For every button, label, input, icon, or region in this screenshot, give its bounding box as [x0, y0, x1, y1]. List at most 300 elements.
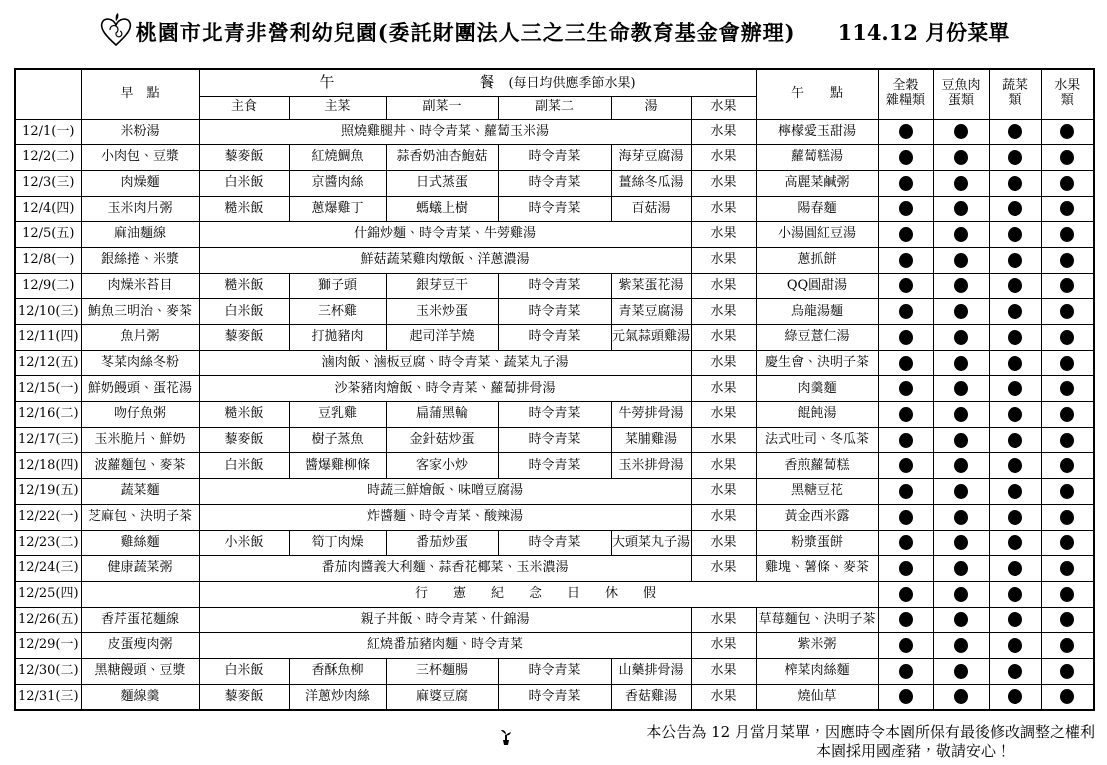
- table-row: [15, 170, 1094, 196]
- date-cell: 12/25(四): [15, 581, 81, 607]
- nutrient-dot-cell: [989, 119, 1041, 145]
- filled-dot: [1060, 433, 1074, 448]
- nutrient-dot-cell: [989, 145, 1041, 171]
- filled-dot: [899, 150, 913, 165]
- nutrient-dot-cell: [1041, 504, 1094, 530]
- side-dish1-subheader: 副菜一: [386, 96, 498, 119]
- filled-dot: [954, 227, 968, 242]
- breakfast-cell: 肉燥米苔目: [81, 273, 199, 299]
- filled-dot: [899, 561, 913, 576]
- vegetable-header-line1: 蔬菜: [1001, 78, 1028, 94]
- dish-cell: 糙米飯: [199, 402, 289, 428]
- lunch-group-header: [199, 69, 756, 96]
- date-cell: 12/19(五): [15, 479, 81, 505]
- afternoon-snack-cell: 蘿蔔糕湯: [756, 145, 878, 171]
- date-cell: 12/22(一): [15, 504, 81, 530]
- table-row: [15, 607, 1094, 633]
- nutrient-dot-cell: [1041, 350, 1094, 376]
- breakfast-cell: 吻仔魚粥: [81, 402, 199, 428]
- nutrient-dot-cell: [989, 196, 1041, 222]
- nutrient-dot-cell: [878, 453, 933, 479]
- filled-dot: [954, 407, 968, 422]
- filled-dot: [899, 124, 913, 139]
- dish-cell: 三杯麵腸: [386, 658, 498, 684]
- nutrient-dot-cell: [1041, 402, 1094, 428]
- protein-header-line2: 蛋類: [947, 93, 974, 109]
- afternoon-snack-cell: 榨菜肉絲麵: [756, 658, 878, 684]
- fruit-cell: 水果: [691, 119, 756, 145]
- nutrient-dot-cell: [933, 453, 989, 479]
- filled-dot: [899, 689, 913, 704]
- filled-dot: [1008, 278, 1022, 293]
- date-cell: 12/16(二): [15, 402, 81, 428]
- fruit-cell: 水果: [691, 479, 756, 505]
- nutrient-dot-cell: [989, 427, 1041, 453]
- menu-month-label: 114.12 月份菜單: [837, 20, 1010, 45]
- dish-cell: 京醬肉絲: [289, 170, 386, 196]
- date-cell: 12/23(二): [15, 530, 81, 556]
- filled-dot: [1060, 227, 1074, 242]
- nutrient-dot-cell: [1041, 453, 1094, 479]
- date-cell: 12/31(三): [15, 684, 81, 710]
- dish-cell: 糙米飯: [199, 196, 289, 222]
- dish-cell: 香菇雞湯: [611, 684, 691, 710]
- dish-cell: 三杯雞: [289, 299, 386, 325]
- breakfast-cell: [81, 581, 199, 607]
- table-row: [15, 479, 1094, 505]
- breakfast-cell: 波蘿麵包、麥茶: [81, 453, 199, 479]
- dish-cell: 海芽豆腐湯: [611, 145, 691, 171]
- table-row: [15, 530, 1094, 556]
- filled-dot: [899, 433, 913, 448]
- nutrient-dot-cell: [933, 247, 989, 273]
- menu-table-head: [15, 69, 1094, 119]
- breakfast-cell: 芝麻包、決明子茶: [81, 504, 199, 530]
- afternoon-snack-cell: 香煎蘿蔔糕: [756, 453, 878, 479]
- lunch-note: (每日均供應季節水果): [508, 76, 636, 92]
- breakfast-cell: 麻油麵線: [81, 222, 199, 248]
- breakfast-cell: 米粉湯: [81, 119, 199, 145]
- filled-dot: [1060, 638, 1074, 653]
- filled-dot: [954, 510, 968, 525]
- nutrient-dot-cell: [989, 402, 1041, 428]
- nutrient-dot-cell: [878, 299, 933, 325]
- nutrient-dot-cell: [989, 299, 1041, 325]
- lunch-merged-cell: 滷肉飯、滷板豆腐、時令青菜、蔬菜丸子湯: [199, 350, 691, 376]
- main-dish-subheader: 主菜: [289, 96, 386, 119]
- afternoon-snack-cell: 慶生會、決明子茶: [756, 350, 878, 376]
- menu-table: [14, 68, 1095, 711]
- afternoon-snack-cell: 小湯圓紅豆湯: [756, 222, 878, 248]
- dish-cell: 醬爆雞柳條: [289, 453, 386, 479]
- dish-cell: 時令青菜: [498, 299, 611, 325]
- filled-dot: [899, 330, 913, 345]
- date-cell: 12/30(二): [15, 658, 81, 684]
- nutrient-dot-cell: [933, 376, 989, 402]
- fruit-cell: 水果: [691, 633, 756, 659]
- nutrient-dot-cell: [1041, 325, 1094, 351]
- nutrient-dot-cell: [878, 350, 933, 376]
- dish-cell: 時令青菜: [498, 453, 611, 479]
- nutrient-dot-cell: [1041, 530, 1094, 556]
- fruit-cell: 水果: [691, 453, 756, 479]
- afternoon-column-header: 午 點: [756, 69, 878, 119]
- nutrient-dot-cell: [933, 556, 989, 582]
- nutrient-dot-cell: [933, 684, 989, 710]
- lunch-label-right: 餐: [479, 73, 495, 92]
- table-row: [15, 581, 1094, 607]
- fruit-cell: 水果: [691, 530, 756, 556]
- filled-dot: [1008, 304, 1022, 319]
- fruit-cell: 水果: [691, 196, 756, 222]
- filled-dot: [1008, 381, 1022, 396]
- dish-cell: 香酥魚柳: [289, 658, 386, 684]
- dish-cell: 時令青菜: [498, 325, 611, 351]
- soup-subheader: 湯: [611, 96, 691, 119]
- nutrient-dot-cell: [933, 607, 989, 633]
- filled-dot: [1008, 356, 1022, 371]
- dish-cell: 時令青菜: [498, 427, 611, 453]
- filled-dot: [1008, 150, 1022, 165]
- afternoon-snack-cell: 黃金西米露: [756, 504, 878, 530]
- nutrient-dot-cell: [1041, 119, 1094, 145]
- nutrient-dot-cell: [878, 684, 933, 710]
- nutrient-dot-cell: [933, 530, 989, 556]
- filled-dot: [1060, 304, 1074, 319]
- table-row: [15, 453, 1094, 479]
- grains-header-line2: 雜糧類: [885, 93, 925, 109]
- filled-dot: [954, 561, 968, 576]
- breakfast-cell: 魚片粥: [81, 325, 199, 351]
- dish-cell: 藜麥飯: [199, 145, 289, 171]
- breakfast-cell: 苳菜肉絲冬粉: [81, 350, 199, 376]
- filled-dot: [899, 201, 913, 216]
- dish-cell: 玉米炒蛋: [386, 299, 498, 325]
- side-dish2-subheader: 副菜二: [498, 96, 611, 119]
- nutrient-dot-cell: [1041, 170, 1094, 196]
- afternoon-snack-cell: 草莓麵包、決明子茶: [756, 607, 878, 633]
- nutrient-dot-cell: [1041, 299, 1094, 325]
- nutrient-dot-cell: [1041, 145, 1094, 171]
- dish-cell: 白米飯: [199, 299, 289, 325]
- filled-dot: [954, 124, 968, 139]
- filled-dot: [954, 458, 968, 473]
- breakfast-cell: 蔬菜麵: [81, 479, 199, 505]
- filled-dot: [954, 638, 968, 653]
- nutrient-dot-cell: [933, 325, 989, 351]
- filled-dot: [954, 356, 968, 371]
- filled-dot: [1060, 150, 1074, 165]
- lunch-merged-cell: 鮮菇蔬菜雞肉燉飯、洋蔥濃湯: [199, 247, 691, 273]
- afternoon-snack-cell: 黑糖豆花: [756, 479, 878, 505]
- date-cell: 12/10(三): [15, 299, 81, 325]
- lunch-merged-cell: 紅燒番茄豬肉麵、時令青菜: [199, 633, 691, 659]
- dish-cell: 時令青菜: [498, 170, 611, 196]
- filled-dot: [899, 638, 913, 653]
- date-column-header: [15, 69, 81, 119]
- nutrient-dot-cell: [933, 299, 989, 325]
- nutrient-dot-cell: [933, 479, 989, 505]
- date-cell: 12/8(一): [15, 247, 81, 273]
- afternoon-snack-cell: 檸檬愛玉甜湯: [756, 119, 878, 145]
- nutrient-dot-cell: [933, 170, 989, 196]
- nutrient-dot-cell: [989, 658, 1041, 684]
- nutrient-dot-cell: [933, 658, 989, 684]
- afternoon-snack-cell: 粉漿蛋餅: [756, 530, 878, 556]
- filled-dot: [1060, 381, 1074, 396]
- dish-cell: 時令青菜: [498, 196, 611, 222]
- menu-table-body: [15, 119, 1094, 710]
- fruit-cell: 水果: [691, 504, 756, 530]
- lunch-merged-cell: 親子丼飯、時令青菜、什錦湯: [199, 607, 691, 633]
- breakfast-cell: 香芹蛋花麵線: [81, 607, 199, 633]
- dish-cell: 日式蒸蛋: [386, 170, 498, 196]
- table-row: [15, 119, 1094, 145]
- dish-cell: 客家小炒: [386, 453, 498, 479]
- dish-cell: 時令青菜: [498, 273, 611, 299]
- nutrient-dot-cell: [878, 145, 933, 171]
- nutrient-dot-cell: [1041, 479, 1094, 505]
- table-row: [15, 145, 1094, 171]
- dish-cell: 麻婆豆腐: [386, 684, 498, 710]
- filled-dot: [1060, 587, 1074, 602]
- filled-dot: [1008, 201, 1022, 216]
- afternoon-snack-cell: 高麗菜鹹粥: [756, 170, 878, 196]
- breakfast-cell: 皮蛋瘦肉粥: [81, 633, 199, 659]
- breakfast-column-header: 早 點: [81, 69, 199, 119]
- filled-dot: [1008, 638, 1022, 653]
- dish-cell: 薑絲冬瓜湯: [611, 170, 691, 196]
- filled-dot: [1008, 253, 1022, 268]
- dish-cell: 扁蒲黑輪: [386, 402, 498, 428]
- dish-cell: 白米飯: [199, 453, 289, 479]
- filled-dot: [1060, 561, 1074, 576]
- nutrient-dot-cell: [989, 581, 1041, 607]
- filled-dot: [1060, 664, 1074, 679]
- table-row: [15, 376, 1094, 402]
- vegetable-column-header: [989, 69, 1041, 119]
- filled-dot: [954, 612, 968, 627]
- fruit-header-line2: 類: [1060, 93, 1074, 109]
- nutrient-dot-cell: [1041, 247, 1094, 273]
- afternoon-snack-cell: 雞塊、薯條、麥茶: [756, 556, 878, 582]
- nutrient-dot-cell: [1041, 581, 1094, 607]
- nutrient-dot-cell: [878, 222, 933, 248]
- breakfast-cell: 玉米肉片粥: [81, 196, 199, 222]
- filled-dot: [1008, 176, 1022, 191]
- filled-dot: [899, 356, 913, 371]
- breakfast-cell: 玉米脆片、鮮奶: [81, 427, 199, 453]
- filled-dot: [1008, 484, 1022, 499]
- nutrient-dot-cell: [933, 427, 989, 453]
- nutrient-dot-cell: [878, 479, 933, 505]
- filled-dot: [1060, 689, 1074, 704]
- fruit-cell: 水果: [691, 273, 756, 299]
- filled-dot: [1008, 124, 1022, 139]
- dish-cell: 蒜香奶油杏鮑菇: [386, 145, 498, 171]
- dish-cell: 時令青菜: [498, 658, 611, 684]
- nutrient-dot-cell: [933, 119, 989, 145]
- dish-cell: 時令青菜: [498, 684, 611, 710]
- breakfast-cell: 黑糖饅頭、豆漿: [81, 658, 199, 684]
- fruit-cell: 水果: [691, 145, 756, 171]
- table-row: [15, 247, 1094, 273]
- nutrient-dot-cell: [989, 247, 1041, 273]
- dish-cell: 藜麥飯: [199, 684, 289, 710]
- dish-cell: 玉米排骨湯: [611, 453, 691, 479]
- lunch-merged-cell: 番茄肉醬義大利麵、蒜香花椰菜、玉米濃湯: [199, 556, 691, 582]
- date-cell: 12/18(四): [15, 453, 81, 479]
- fruit-cell: 水果: [691, 325, 756, 351]
- dish-cell: 豆乳雞: [289, 402, 386, 428]
- nutrient-dot-cell: [878, 170, 933, 196]
- nutrient-dot-cell: [1041, 222, 1094, 248]
- fruit-cell: 水果: [691, 170, 756, 196]
- lunch-merged-cell: 照燒雞腿丼、時令青菜、蘿蔔玉米湯: [199, 119, 691, 145]
- breakfast-cell: 麵線羹: [81, 684, 199, 710]
- nutrient-dot-cell: [1041, 556, 1094, 582]
- date-cell: 12/4(四): [15, 196, 81, 222]
- grains-header-line1: 全穀: [892, 78, 919, 94]
- afternoon-snack-cell: 法式吐司、冬瓜茶: [756, 427, 878, 453]
- dish-cell: 番茄炒蛋: [386, 530, 498, 556]
- dish-cell: 小米飯: [199, 530, 289, 556]
- staple-subheader: 主食: [199, 96, 289, 119]
- dish-cell: 元氣蒜頭雞湯: [611, 325, 691, 351]
- nutrient-dot-cell: [989, 453, 1041, 479]
- nutrient-dot-cell: [878, 658, 933, 684]
- table-row: [15, 658, 1094, 684]
- dish-cell: 牛蒡排骨湯: [611, 402, 691, 428]
- breakfast-cell: 雞絲麵: [81, 530, 199, 556]
- filled-dot: [954, 304, 968, 319]
- dish-cell: 白米飯: [199, 658, 289, 684]
- nutrient-dot-cell: [933, 402, 989, 428]
- dish-cell: 菜脯雞湯: [611, 427, 691, 453]
- heart-logo-icon: [98, 12, 134, 52]
- date-cell: 12/12(五): [15, 350, 81, 376]
- nutrient-dot-cell: [989, 607, 1041, 633]
- afternoon-snack-cell: 烏龍湯麵: [756, 299, 878, 325]
- filled-dot: [1008, 330, 1022, 345]
- nutrient-dot-cell: [878, 427, 933, 453]
- filled-dot: [1008, 587, 1022, 602]
- date-cell: 12/2(二): [15, 145, 81, 171]
- nutrient-dot-cell: [989, 222, 1041, 248]
- nutrient-dot-cell: [933, 196, 989, 222]
- fruit-header-line1: 水果: [1054, 78, 1081, 94]
- nutrient-dot-cell: [1041, 607, 1094, 633]
- filled-dot: [899, 253, 913, 268]
- dish-cell: 獅子頭: [289, 273, 386, 299]
- breakfast-cell: 銀絲捲、米漿: [81, 247, 199, 273]
- filled-dot: [1060, 124, 1074, 139]
- filled-dot: [899, 535, 913, 550]
- dish-cell: 金針菇炒蛋: [386, 427, 498, 453]
- filled-dot: [954, 484, 968, 499]
- filled-dot: [1008, 227, 1022, 242]
- filled-dot: [1060, 356, 1074, 371]
- date-cell: 12/5(五): [15, 222, 81, 248]
- nutrient-dot-cell: [933, 633, 989, 659]
- page-title: 桃園市北青非營利幼兒園(委託財團法人三之三生命教育基金會辦理): [135, 20, 796, 45]
- filled-dot: [1060, 176, 1074, 191]
- dish-cell: 百菇湯: [611, 196, 691, 222]
- filled-dot: [1060, 484, 1074, 499]
- table-row: [15, 196, 1094, 222]
- nutrient-dot-cell: [989, 530, 1041, 556]
- filled-dot: [1008, 535, 1022, 550]
- breakfast-cell: 鮪魚三明治、麥茶: [81, 299, 199, 325]
- nutrient-dot-cell: [989, 350, 1041, 376]
- date-cell: 12/9(二): [15, 273, 81, 299]
- nutrient-dot-cell: [933, 504, 989, 530]
- filled-dot: [899, 484, 913, 499]
- dish-cell: 打拋豬肉: [289, 325, 386, 351]
- fruit-cell: 水果: [691, 556, 756, 582]
- filled-dot: [899, 304, 913, 319]
- filled-dot: [899, 664, 913, 679]
- table-row: [15, 633, 1094, 659]
- protein-column-header: [933, 69, 989, 119]
- lunch-merged-cell: 炸醬麵、時令青菜、酸辣湯: [199, 504, 691, 530]
- fruit-column-header: [1041, 69, 1094, 119]
- dish-cell: 起司洋芋燒: [386, 325, 498, 351]
- nutrient-dot-cell: [933, 350, 989, 376]
- nutrient-dot-cell: [878, 530, 933, 556]
- afternoon-snack-cell: 肉羹麵: [756, 376, 878, 402]
- table-row: [15, 402, 1094, 428]
- date-cell: 12/3(三): [15, 170, 81, 196]
- breakfast-cell: 鮮奶饅頭、蛋花湯: [81, 376, 199, 402]
- dish-cell: 青菜豆腐湯: [611, 299, 691, 325]
- table-row: [15, 684, 1094, 710]
- table-row: [15, 325, 1094, 351]
- nutrient-dot-cell: [1041, 376, 1094, 402]
- fruit-cell: 水果: [691, 427, 756, 453]
- footer-notice: [646, 723, 1095, 761]
- filled-dot: [1008, 433, 1022, 448]
- nutrient-dot-cell: [989, 273, 1041, 299]
- nutrient-dot-cell: [989, 170, 1041, 196]
- table-row: [15, 299, 1094, 325]
- filled-dot: [1060, 458, 1074, 473]
- filled-dot: [1008, 664, 1022, 679]
- filled-dot: [954, 535, 968, 550]
- vegetable-header-line2: 類: [1008, 93, 1022, 109]
- nutrient-dot-cell: [1041, 658, 1094, 684]
- nutrient-dot-cell: [878, 633, 933, 659]
- nutrient-dot-cell: [933, 273, 989, 299]
- table-row: [15, 556, 1094, 582]
- dish-cell: 時令青菜: [498, 402, 611, 428]
- footer-sprout-icon: [500, 729, 512, 745]
- filled-dot: [1008, 510, 1022, 525]
- fruit-cell: 水果: [691, 299, 756, 325]
- lunch-merged-cell: 時蔬三鮮燴飯、味噌豆腐湯: [199, 479, 691, 505]
- nutrient-dot-cell: [989, 504, 1041, 530]
- filled-dot: [1008, 561, 1022, 576]
- date-cell: 12/17(三): [15, 427, 81, 453]
- filled-dot: [1008, 689, 1022, 704]
- filled-dot: [899, 612, 913, 627]
- filled-dot: [1060, 278, 1074, 293]
- date-cell: 12/24(三): [15, 556, 81, 582]
- filled-dot: [954, 664, 968, 679]
- dish-cell: 糙米飯: [199, 273, 289, 299]
- filled-dot: [954, 381, 968, 396]
- filled-dot: [954, 253, 968, 268]
